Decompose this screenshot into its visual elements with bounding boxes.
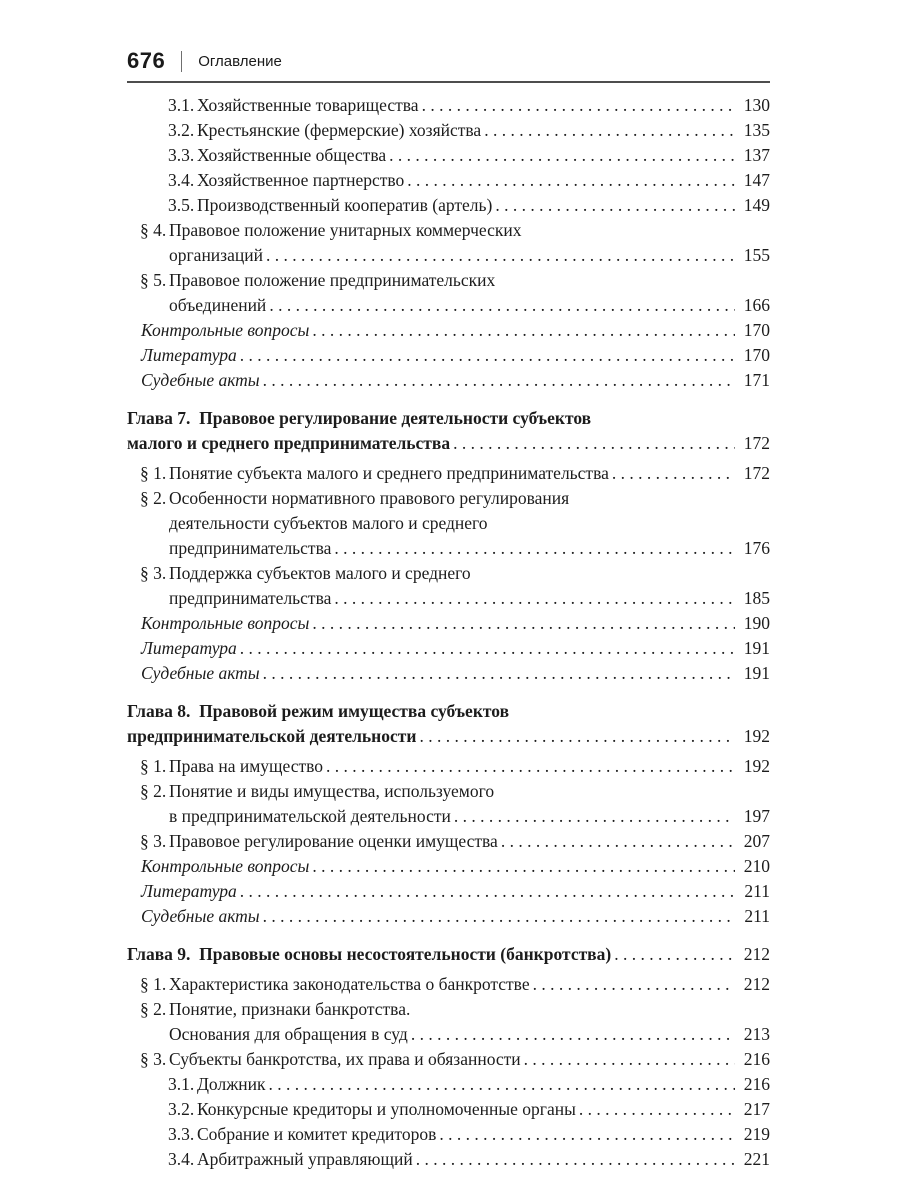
toc-entry <box>127 318 770 343</box>
dot-leader <box>312 611 735 636</box>
toc-entry-number: 3.3. <box>168 145 195 165</box>
toc-entry-number: 3.1. <box>168 1074 195 1094</box>
toc-entry-text: Хозяйственное партнерство <box>197 170 405 190</box>
toc-line <box>169 293 770 318</box>
toc-entry-number: 3.1. <box>168 95 195 115</box>
toc-entry-text: Литература <box>141 638 237 658</box>
toc-entry <box>127 486 770 561</box>
toc-entry-number: § 3. <box>140 1049 167 1069</box>
toc-page-number: 191 <box>743 638 770 658</box>
toc-line <box>127 699 770 724</box>
toc-page-number: 192 <box>743 756 770 776</box>
toc-entry-number: 3.3. <box>168 1124 195 1144</box>
toc-line <box>169 1022 770 1047</box>
dot-leader <box>533 972 735 997</box>
toc-entry-body <box>197 118 770 143</box>
toc-entry <box>127 699 770 749</box>
toc-line <box>169 586 770 611</box>
toc-entry-body <box>197 168 770 193</box>
toc-line <box>127 406 770 431</box>
toc-entry-text: Поддержка субъектов малого и среднего <box>169 563 471 583</box>
toc-line <box>127 724 770 749</box>
toc-entry-text: Литература <box>141 881 237 901</box>
toc-page-number: 211 <box>744 906 770 926</box>
toc-line <box>197 193 770 218</box>
toc-entry <box>127 636 770 661</box>
toc-entry-text: в предпринимательской деятельности <box>169 806 451 826</box>
toc-line <box>127 942 770 967</box>
toc-line <box>141 904 770 929</box>
toc-page-number: 137 <box>743 145 770 165</box>
toc-page-number: 149 <box>743 195 770 215</box>
dot-leader <box>263 661 735 686</box>
toc-line <box>197 118 770 143</box>
toc-entry <box>127 661 770 686</box>
dot-leader <box>240 636 735 661</box>
toc-entry-text: Основания для обращения в суд <box>169 1024 408 1044</box>
toc-entry-text: деятельности субъектов малого и среднего <box>169 513 488 533</box>
toc-entry-number: 3.2. <box>168 120 195 140</box>
toc-line <box>141 318 770 343</box>
dot-leader <box>453 431 735 456</box>
toc-entry <box>127 343 770 368</box>
toc-page-number: 197 <box>743 806 770 826</box>
toc-entry <box>127 406 770 456</box>
dot-leader <box>269 1072 735 1097</box>
toc-page-number: 219 <box>743 1124 770 1144</box>
dot-leader <box>312 318 735 343</box>
header-rule <box>127 81 770 83</box>
toc-page-number: 172 <box>743 433 770 453</box>
toc-line <box>169 779 770 804</box>
dot-leader <box>411 1022 735 1047</box>
toc-entry-number: § 4. <box>140 220 167 240</box>
toc-entry-text: предпринимательской деятельности <box>127 726 417 746</box>
toc-entry-text: организаций <box>169 245 263 265</box>
toc-line <box>169 268 770 293</box>
toc-entry <box>127 1097 770 1122</box>
toc-entry-body <box>169 972 770 997</box>
toc-page-number: 147 <box>743 170 770 190</box>
toc-entry-text: предпринимательства <box>169 588 332 608</box>
toc-page-number: 171 <box>743 370 770 390</box>
dot-leader <box>240 343 735 368</box>
toc-entry-text: Правовое положение унитарных коммерческих <box>169 220 522 240</box>
toc-entry <box>127 854 770 879</box>
toc-entry-number: 3.4. <box>168 170 195 190</box>
toc-entry <box>127 168 770 193</box>
toc-entry-number: § 5. <box>140 270 167 290</box>
toc-entry <box>127 268 770 318</box>
dot-leader <box>389 143 735 168</box>
toc-entry-body <box>127 406 770 456</box>
toc-entry-body <box>169 486 770 561</box>
toc-page-number: 166 <box>743 295 770 315</box>
toc-entry <box>127 829 770 854</box>
toc-line <box>169 461 770 486</box>
toc-entry-text: Судебные акты <box>141 370 260 390</box>
toc-entry-body <box>169 997 770 1047</box>
toc-entry-text: Понятие субъекта малого и среднего предпринимательства <box>169 463 609 483</box>
toc-entry-body <box>141 636 770 661</box>
toc-entry-number: § 3. <box>140 563 167 583</box>
toc-line <box>169 486 770 511</box>
toc-entry-text: Контрольные вопросы <box>141 613 310 633</box>
toc-entry-body <box>197 93 770 118</box>
toc-entry-text: Арбитражный управляющий <box>197 1149 413 1169</box>
toc-entry <box>127 118 770 143</box>
toc-line <box>169 804 770 829</box>
toc-line <box>169 243 770 268</box>
toc-entry <box>127 972 770 997</box>
toc-section <box>127 93 770 393</box>
toc-entry <box>127 997 770 1047</box>
toc-line <box>169 972 770 997</box>
toc-entry <box>127 93 770 118</box>
toc-entry <box>127 942 770 967</box>
toc-entry-text: объединений <box>169 295 267 315</box>
toc-entry <box>127 904 770 929</box>
toc-line <box>169 536 770 561</box>
toc-entry-text: Судебные акты <box>141 906 260 926</box>
toc-line <box>141 611 770 636</box>
toc-entry <box>127 611 770 636</box>
dot-leader <box>579 1097 735 1122</box>
dot-leader <box>334 536 735 561</box>
toc-page-number: 212 <box>743 944 770 964</box>
toc-entry <box>127 779 770 829</box>
toc-entry <box>127 143 770 168</box>
dot-leader <box>612 461 735 486</box>
toc-entry-text: Собрание и комитет кредиторов <box>197 1124 437 1144</box>
toc-entry-body <box>141 904 770 929</box>
toc-entry-body <box>169 561 770 611</box>
toc-entry-body <box>197 1072 770 1097</box>
dot-leader <box>263 368 735 393</box>
toc-page-number: 170 <box>743 345 770 365</box>
toc-line <box>197 1122 770 1147</box>
toc-entry <box>127 1122 770 1147</box>
toc-page-number: 211 <box>744 881 770 901</box>
toc-entry-body <box>197 1147 770 1172</box>
toc-page-number: 213 <box>743 1024 770 1044</box>
dot-leader <box>240 879 735 904</box>
toc-entry-number: § 2. <box>140 488 167 508</box>
dot-leader <box>263 904 735 929</box>
toc-entry <box>127 193 770 218</box>
toc-page-number: 155 <box>743 245 770 265</box>
toc-line <box>141 636 770 661</box>
toc-entry <box>127 368 770 393</box>
toc-entry-text: Правовое регулирование оценки имущества <box>169 831 498 851</box>
dot-leader <box>269 293 735 318</box>
toc-entry-number: § 1. <box>140 463 167 483</box>
dot-leader <box>266 243 735 268</box>
dot-leader <box>326 754 735 779</box>
toc-page-number: 185 <box>743 588 770 608</box>
toc-page-number: 191 <box>743 663 770 683</box>
toc-section <box>127 406 770 686</box>
dot-leader <box>407 168 735 193</box>
toc-line <box>127 431 770 456</box>
toc-page-number: 130 <box>743 95 770 115</box>
toc-entry-body <box>197 193 770 218</box>
toc-page-number: 216 <box>743 1049 770 1069</box>
toc-entry-text: Хозяйственные общества <box>197 145 387 165</box>
toc-line <box>141 343 770 368</box>
toc-section <box>127 942 770 1172</box>
toc-entry-body <box>197 1097 770 1122</box>
toc-entry-body <box>141 318 770 343</box>
header-divider <box>181 51 182 72</box>
toc-line <box>141 879 770 904</box>
toc-page-number: 216 <box>743 1074 770 1094</box>
toc-line <box>169 511 770 536</box>
dot-leader <box>501 829 735 854</box>
toc-entry-body <box>197 143 770 168</box>
toc-entry-body <box>141 343 770 368</box>
toc-entry-text: Глава 8. Правовой режим имущества субъектов <box>127 701 510 721</box>
toc-entry-number: § 2. <box>140 781 167 801</box>
dot-leader <box>416 1147 735 1172</box>
page-number: 676 <box>127 48 166 73</box>
toc-entry-text: предпринимательства <box>169 538 332 558</box>
toc-page-number: 210 <box>743 856 770 876</box>
toc-entry-text: Глава 7. Правовое регулирование деятельности субъектов <box>127 408 592 428</box>
toc-page-number: 217 <box>743 1099 770 1119</box>
toc-entry-number: 3.2. <box>168 1099 195 1119</box>
toc-line <box>197 168 770 193</box>
toc-line <box>197 143 770 168</box>
toc-line <box>141 854 770 879</box>
toc-entry-body <box>127 699 770 749</box>
toc-page-number: 176 <box>743 538 770 558</box>
toc-page-number: 192 <box>743 726 770 746</box>
toc-entry <box>127 561 770 611</box>
toc-entry-number: § 1. <box>140 756 167 776</box>
toc-line <box>197 93 770 118</box>
dot-leader <box>524 1047 735 1072</box>
toc-line <box>197 1097 770 1122</box>
dot-leader <box>334 586 735 611</box>
toc-entry-number: § 2. <box>140 999 167 1019</box>
toc-entry-text: Крестьянские (фермерские) хозяйства <box>197 120 482 140</box>
toc-entry-body <box>169 1047 770 1072</box>
toc-entry-body <box>169 829 770 854</box>
toc-line <box>197 1147 770 1172</box>
toc-entry-text: Производственный кооператив (артель) <box>197 195 493 215</box>
toc-entry-text: Права на имущество <box>169 756 324 776</box>
toc-line <box>197 1072 770 1097</box>
toc-entry <box>127 1147 770 1172</box>
toc-entry <box>127 879 770 904</box>
toc-entry-body <box>197 1122 770 1147</box>
dot-leader <box>454 804 735 829</box>
toc-entry-body <box>169 754 770 779</box>
toc-entry-text: Контрольные вопросы <box>141 320 310 340</box>
toc-entry-text: Субъекты банкротства, их права и обязанности <box>169 1049 521 1069</box>
dot-leader <box>422 93 735 118</box>
toc-line <box>141 661 770 686</box>
toc-line <box>169 1047 770 1072</box>
toc-entry-text: Контрольные вопросы <box>141 856 310 876</box>
toc-entry <box>127 461 770 486</box>
toc-line <box>169 218 770 243</box>
toc-entry-body <box>141 854 770 879</box>
dot-leader <box>312 854 735 879</box>
toc-entry-text: Глава 9. Правовые основы несостоятельности (банкротства) <box>127 944 612 964</box>
toc-entry-number: § 3. <box>140 831 167 851</box>
toc-line <box>141 368 770 393</box>
toc-entry-text: Конкурсные кредиторы и уполномоченные органы <box>197 1099 576 1119</box>
toc-entry <box>127 1072 770 1097</box>
toc <box>127 93 770 1172</box>
toc-entry-body <box>169 268 770 318</box>
toc-entry-text: Должник <box>197 1074 266 1094</box>
toc-entry-text: Понятие и виды имущества, используемого <box>169 781 495 801</box>
dot-leader <box>484 118 735 143</box>
dot-leader <box>419 724 735 749</box>
toc-entry-body <box>169 779 770 829</box>
toc-entry-body <box>141 879 770 904</box>
toc-entry-number: 3.4. <box>168 1149 195 1169</box>
toc-page-number: 207 <box>743 831 770 851</box>
toc-page-number: 221 <box>743 1149 770 1169</box>
dot-leader <box>495 193 735 218</box>
header-title: Оглавление <box>198 52 282 70</box>
toc-entry <box>127 1047 770 1072</box>
toc-entry-body <box>141 611 770 636</box>
toc-page-number: 212 <box>743 974 770 994</box>
toc-entry-text: Понятие, признаки банкротства. <box>169 999 411 1019</box>
toc-page-number: 170 <box>743 320 770 340</box>
toc-entry-number: 3.5. <box>168 195 195 215</box>
toc-section <box>127 699 770 929</box>
toc-entry-body <box>169 218 770 268</box>
dot-leader <box>439 1122 735 1147</box>
toc-line <box>169 829 770 854</box>
toc-line <box>169 561 770 586</box>
toc-entry-body <box>141 661 770 686</box>
toc-line <box>169 997 770 1022</box>
toc-entry-text: Особенности нормативного правового регулирования <box>169 488 570 508</box>
toc-entry-text: Характеристика законодательства о банкротстве <box>169 974 530 994</box>
toc-entry-text: Правовое положение предпринимательских <box>169 270 496 290</box>
toc-entry-text: Судебные акты <box>141 663 260 683</box>
toc-page-number: 172 <box>743 463 770 483</box>
toc-entry-number: § 1. <box>140 974 167 994</box>
toc-entry <box>127 218 770 268</box>
toc-page-number: 190 <box>743 613 770 633</box>
toc-page-number: 135 <box>743 120 770 140</box>
toc-entry-body <box>169 461 770 486</box>
toc-entry-body <box>141 368 770 393</box>
toc-entry <box>127 754 770 779</box>
toc-entry-body <box>127 942 770 967</box>
toc-entry-text: Литература <box>141 345 237 365</box>
toc-entry-text: Хозяйственные товарищества <box>197 95 419 115</box>
dot-leader <box>614 942 735 967</box>
toc-line <box>169 754 770 779</box>
toc-entry-text: малого и среднего предпринимательства <box>127 433 451 453</box>
page-header <box>127 48 770 74</box>
